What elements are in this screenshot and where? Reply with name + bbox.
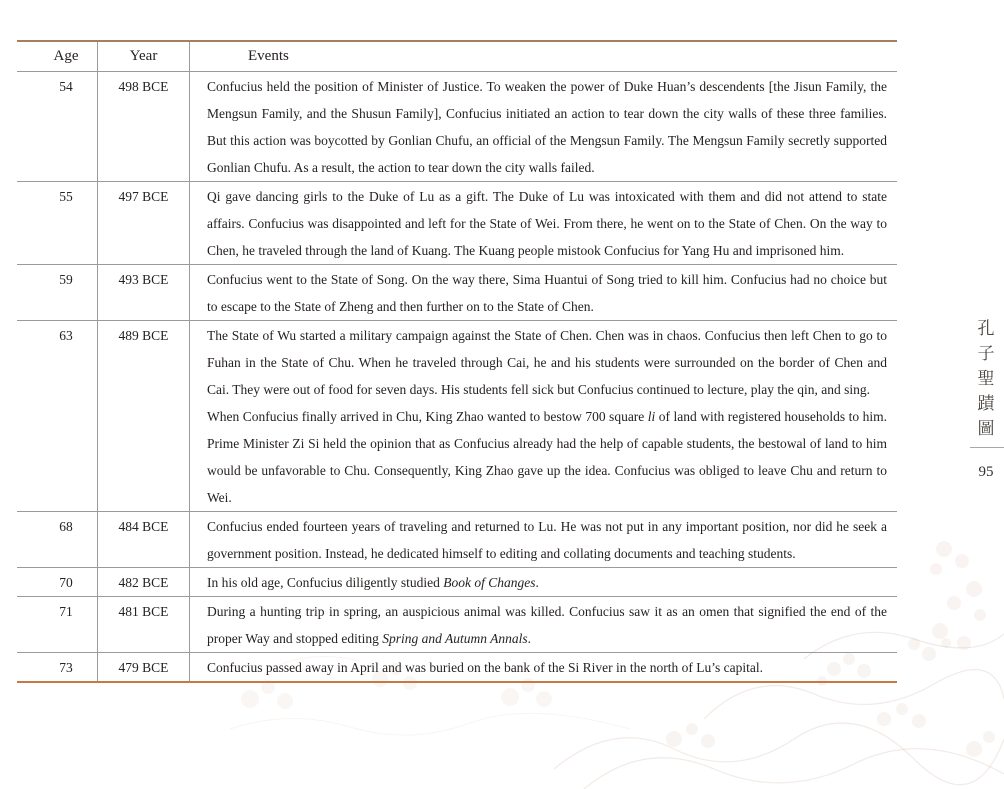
side-title-char: 圖 bbox=[977, 419, 995, 438]
event-paragraph: During a hunting trip in spring, an auspicious animal was killed. Confucius saw it as an omen that signified the end of the proper Way and stopped editing Spring and Autumn Annals. bbox=[207, 604, 887, 646]
event-paragraph: In his old age, Confucius diligently studied Book of Changes. bbox=[207, 575, 539, 590]
table-header-row bbox=[17, 42, 897, 72]
year-cell: 482 BCE bbox=[98, 568, 190, 596]
year-cell: 489 BCE bbox=[98, 321, 190, 511]
year-cell: 498 BCE bbox=[98, 72, 190, 181]
age-cell: 71 bbox=[17, 597, 98, 652]
timeline-table bbox=[17, 40, 897, 683]
year-cell: 497 BCE bbox=[98, 182, 190, 264]
event-paragraph: Qi gave dancing girls to the Duke of Lu as a gift. The Duke of Lu was intoxicated with them and did not attend to state affairs. Confucius was disappointed and left for the State of Wei. From there, he went on to the State of Chen. On the way to Chen, he traveled through the land of Kuang. The Kuang people mistook Confucius for Yang Hu and imprisoned him. bbox=[207, 189, 887, 258]
age-cell: 59 bbox=[17, 265, 98, 320]
events-cell bbox=[190, 653, 897, 681]
column-header-year: Year bbox=[98, 42, 190, 71]
year-cell: 481 BCE bbox=[98, 597, 190, 652]
table-body bbox=[17, 72, 897, 681]
event-paragraph: Confucius went to the State of Song. On the way there, Sima Huantui of Song tried to kill him. Confucius had no choice but to escape to the State of Zheng and then further on to the State of Chen. bbox=[207, 272, 887, 314]
year-cell: 493 BCE bbox=[98, 265, 190, 320]
events-cell bbox=[190, 182, 897, 264]
event-paragraph: When Confucius finally arrived in Chu, King Zhao wanted to bestow 700 square li of land with registered households to him. Prime Minister Zi Si held the opinion that as Confucius already had the help of capable students, the bestowal of land to him would be unfavorable to Chu. Consequently, King Zhao gave up the idea. Confucius was obliged to leave Chu and return to Wei. bbox=[207, 409, 887, 505]
side-divider bbox=[970, 447, 1004, 448]
age-cell: 54 bbox=[17, 72, 98, 181]
events-cell bbox=[190, 265, 897, 320]
events-cell bbox=[190, 321, 897, 511]
table-row bbox=[17, 182, 897, 265]
events-cell bbox=[190, 568, 897, 596]
branch-watermark bbox=[884, 519, 1004, 669]
age-cell: 63 bbox=[17, 321, 98, 511]
age-cell: 55 bbox=[17, 182, 98, 264]
side-title-char: 子 bbox=[977, 344, 995, 363]
age-cell: 73 bbox=[17, 653, 98, 681]
column-header-age: Age bbox=[17, 42, 98, 71]
table-row bbox=[17, 568, 897, 597]
year-cell: 484 BCE bbox=[98, 512, 190, 567]
table-row bbox=[17, 321, 897, 512]
event-paragraph: Confucius held the position of Minister of Justice. To weaken the power of Duke Huan’s descendents [the Jisun Family, the Mengsun Family, and the Shusun Family], Confucius initiated an action to tear down the city walls of these three families. But this action was boycotted by Gonlian Chufu, an official of the Mengsun Family. The Mengsun Family secretly supported Gonlian Chufu. As a result, the action to tear down the city walls failed. bbox=[207, 79, 887, 175]
column-header-events: Events bbox=[248, 48, 289, 64]
table-row bbox=[17, 597, 897, 653]
table-row bbox=[17, 72, 897, 182]
event-paragraph: Confucius passed away in April and was buried on the bank of the Si River in the north of Lu’s capital. bbox=[207, 660, 764, 675]
side-title-char: 孔 bbox=[977, 319, 995, 338]
year-cell: 479 BCE bbox=[98, 653, 190, 681]
age-cell: 68 bbox=[17, 512, 98, 567]
event-paragraph: The State of Wu started a military campaign against the State of Chen. Chen was in chaos. Confucius then left Chen to go to Fuhan in the State of Chu. When he traveled through Cai, he and his students were surrounded on the border of Chen and Cai. They were out of food for seven days. His students fell sick but Confucius continued to lecture, play the qin, and sing. bbox=[207, 328, 887, 397]
events-cell bbox=[190, 597, 897, 652]
side-title-vertical bbox=[973, 316, 999, 441]
side-title-char: 聖 bbox=[977, 369, 995, 388]
page-number: 95 bbox=[978, 464, 994, 480]
age-cell: 70 bbox=[17, 568, 98, 596]
side-title-char: 蹟 bbox=[977, 394, 995, 413]
event-paragraph: Confucius ended fourteen years of traveling and returned to Lu. He was not put in any important position, nor did he seek a government position. Instead, he dedicated himself to editing and collating documents and teaching students. bbox=[207, 519, 887, 561]
table-row bbox=[17, 512, 897, 568]
events-cell bbox=[190, 512, 897, 567]
events-cell bbox=[190, 72, 897, 181]
table-row bbox=[17, 653, 897, 681]
table-row bbox=[17, 265, 897, 321]
